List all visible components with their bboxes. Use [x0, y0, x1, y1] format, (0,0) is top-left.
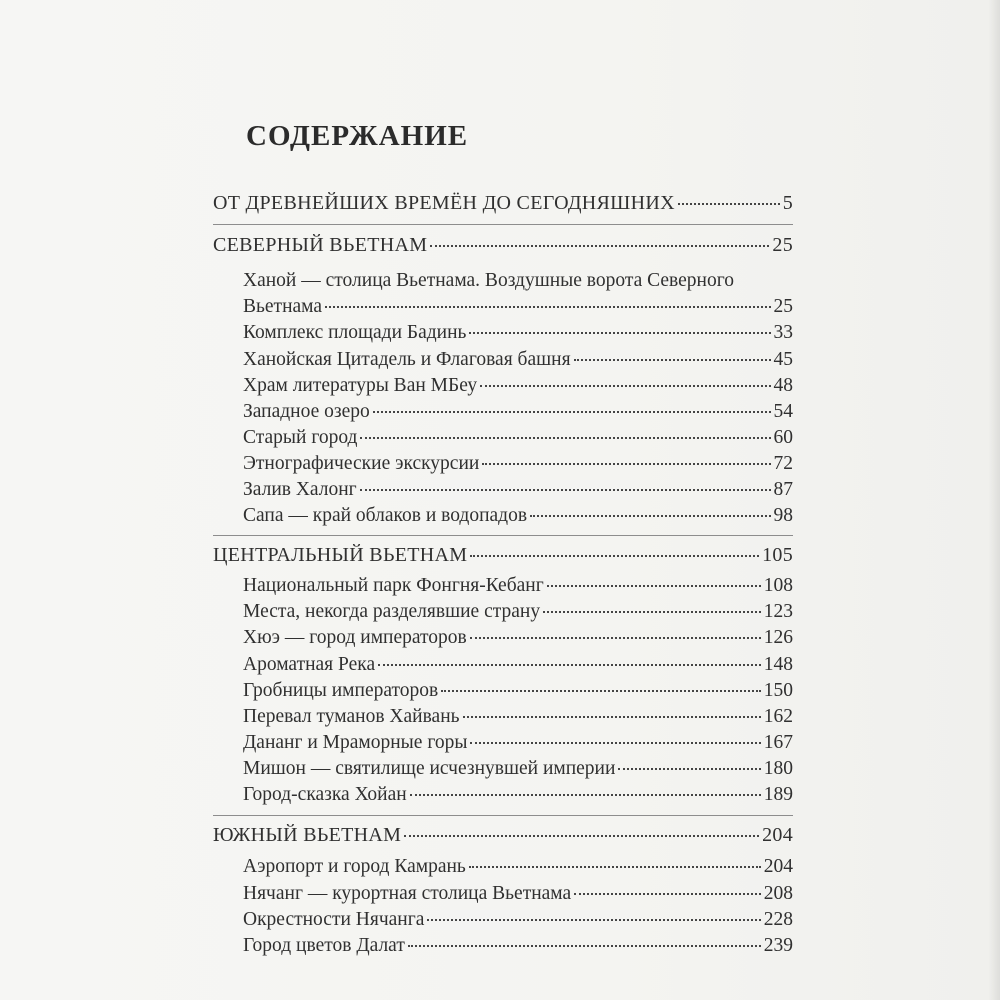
toc-entry [243, 348, 793, 372]
dot-leader [470, 637, 761, 639]
toc-entry-page: 189 [763, 784, 793, 805]
page-edge-shadow [988, 0, 1000, 1000]
toc-entry-page: 239 [763, 935, 793, 956]
dot-leader [678, 203, 780, 205]
toc-entry-label: Вьетнама [243, 296, 323, 317]
dot-leader [410, 794, 761, 796]
toc-part-page: 105 [762, 544, 793, 566]
toc-entry-page: 204 [763, 856, 793, 877]
toc-entry-page: 25 [773, 296, 793, 317]
toc-entry-label: Западное озеро [243, 401, 370, 422]
dot-leader [618, 768, 760, 770]
toc-entry-page: 167 [763, 732, 793, 753]
toc-entry-label: Мишон — святилище исчезнувшей империи [243, 758, 616, 779]
toc-entry-label: Национальный парк Фонгня-Кебанг [243, 575, 544, 596]
toc-entry [243, 934, 793, 958]
dot-leader [430, 245, 769, 247]
toc-entry-page: 54 [773, 401, 793, 422]
toc-entry [243, 321, 793, 345]
dot-leader [373, 411, 771, 413]
dot-leader [547, 585, 761, 587]
toc-entry-page: 126 [763, 627, 793, 648]
toc-entry-label: Перевал туманов Хайвань [243, 706, 460, 727]
toc-entry-label: Храм литературы Ван МБеу [243, 375, 478, 396]
dot-leader [482, 463, 770, 465]
toc-entry-label: Город цветов Далат [243, 935, 405, 956]
dot-leader [574, 359, 771, 361]
dot-leader [470, 555, 759, 557]
toc-entry [243, 426, 793, 450]
dot-leader [469, 332, 770, 334]
toc-entry [243, 600, 793, 624]
toc-entry-label: Сапа — край облаков и водопадов [243, 505, 528, 526]
section-divider [213, 535, 793, 536]
toc-entry-page: 150 [763, 680, 793, 701]
toc-entry-page: 162 [763, 706, 793, 727]
toc-entry [243, 452, 793, 476]
toc-entry [243, 653, 793, 677]
toc-entry-label: Комплекс площади Бадинь [243, 322, 467, 343]
toc-entry-label: Аэропорт и город Камрань [243, 856, 466, 877]
toc-entry-page: 123 [763, 601, 793, 622]
toc-part-north [213, 233, 793, 257]
section-divider [213, 815, 793, 816]
toc-part-south [213, 823, 793, 847]
section-divider [213, 224, 793, 225]
toc-entry-page: 108 [763, 575, 793, 596]
toc-entry [243, 374, 793, 398]
dot-leader [360, 489, 771, 491]
toc-part-label: СЕВЕРНЫЙ ВЬЕТНАМ [213, 234, 428, 256]
toc-entry [243, 757, 793, 781]
toc-entry-page: 87 [773, 479, 793, 500]
toc-entry [243, 504, 793, 528]
toc-entry-label: ОТ ДРЕВНЕЙШИХ ВРЕМЁН ДО СЕГОДНЯШНИХ [213, 192, 675, 214]
toc-entry-label: Места, некогда разделявшие страну [243, 601, 541, 622]
toc-entry-page: 208 [763, 883, 793, 904]
toc-entry-page: 45 [773, 349, 793, 370]
toc-entry [243, 478, 793, 502]
toc-entry [243, 626, 793, 650]
toc-entry-page: 33 [773, 322, 793, 343]
toc-entry-page: 60 [773, 427, 793, 448]
dot-leader [325, 306, 770, 308]
dot-leader [404, 835, 759, 837]
toc-entry-page: 48 [773, 375, 793, 396]
dot-leader [360, 437, 770, 439]
dot-leader [530, 515, 770, 517]
toc-entry-page: 180 [763, 758, 793, 779]
toc-entry [243, 783, 793, 807]
toc-entry-label: Этнографические экскурсии [243, 453, 480, 474]
toc-entry-label: Ханойская Цитадель и Флаговая башня [243, 349, 571, 370]
toc-entry [243, 882, 793, 906]
toc-entry-label: Ароматная Река [243, 654, 376, 675]
dot-leader [543, 611, 761, 613]
toc-entry-hanoi-line1: Ханой — столица Вьетнама. Воздушные ворота Северного [243, 270, 734, 291]
dot-leader [427, 919, 760, 921]
toc-part-label: ЦЕНТРАЛЬНЫЙ ВЬЕТНАМ [213, 544, 468, 566]
toc-entry-label: Город-сказка Хойан [243, 784, 407, 805]
toc-entry-page: 72 [773, 453, 793, 474]
toc-entry-label: Окрестности Нячанга [243, 909, 425, 930]
toc-entry-page: 5 [782, 192, 793, 214]
dot-leader [574, 893, 761, 895]
toc-entry [243, 679, 793, 703]
toc-entry-label: Нячанг — курортная столица Вьетнама [243, 883, 572, 904]
toc-entry [243, 731, 793, 755]
toc-entry [243, 908, 793, 932]
dot-leader [378, 664, 761, 666]
page-title: СОДЕРЖАНИЕ [246, 120, 469, 152]
toc-entry-label: Дананг и Мраморные горы [243, 732, 468, 753]
toc-entry-label: Залив Халонг [243, 479, 357, 500]
toc-entry [243, 855, 793, 879]
toc-part-page: 204 [762, 824, 793, 846]
dot-leader [408, 945, 761, 947]
toc-part-page: 25 [772, 234, 793, 256]
toc-entry-page: 228 [763, 909, 793, 930]
toc-entry [243, 574, 793, 598]
toc-entry [243, 705, 793, 729]
dot-leader [470, 742, 760, 744]
dot-leader [480, 385, 770, 387]
toc-entry-label: Старый город [243, 427, 358, 448]
dot-leader [463, 716, 761, 718]
dot-leader [441, 690, 761, 692]
toc-entry-intro [213, 191, 793, 215]
toc-entry-label: Хюэ — город императоров [243, 627, 467, 648]
toc-entry-hanoi [243, 295, 793, 319]
toc-entry-page: 98 [773, 505, 793, 526]
toc-entry-label: Гробницы императоров [243, 680, 439, 701]
dot-leader [469, 866, 761, 868]
toc-entry [243, 400, 793, 424]
toc-part-central [213, 543, 793, 567]
toc-part-label: ЮЖНЫЙ ВЬЕТНАМ [213, 824, 402, 846]
toc-entry-page: 148 [763, 654, 793, 675]
